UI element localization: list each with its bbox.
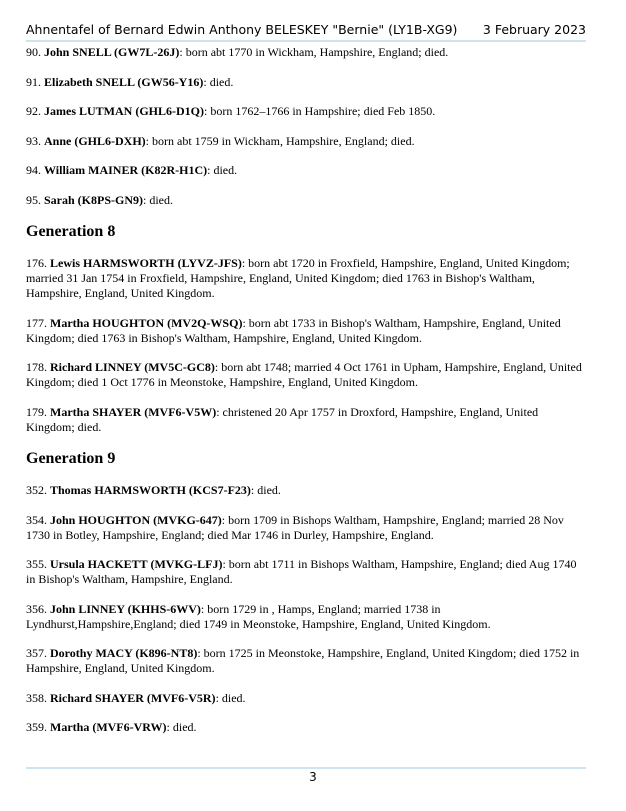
entry-number: 359.	[26, 720, 47, 734]
ancestor-name: William MAINER (K82R-H1C)	[44, 163, 208, 177]
ancestor-entry	[26, 163, 586, 178]
entry-number: 178.	[26, 360, 47, 374]
ancestor-name: John SNELL (GW7L-26J)	[44, 45, 180, 59]
entry-number: 95.	[26, 192, 41, 207]
entry-details: : died.	[215, 690, 246, 705]
ancestor-entry	[26, 316, 586, 346]
ancestor-name: Sarah (K8PS-GN9)	[44, 192, 143, 207]
ancestor-name: Thomas HARMSWORTH (KCS7-F23)	[50, 483, 251, 497]
entry-number: 179.	[26, 404, 47, 419]
entry-number: 176.	[26, 256, 47, 270]
entry-number: 358.	[26, 690, 47, 705]
entry-details: : born abt 1720 in Froxfield, Hampshire, England, United Kingdom; married 31 Jan 1754 in Froxfield, Hampshire, England, United Kingdom; died 1763 in Bishop's Waltham, Hampshire, England, United Kingdom.	[26, 256, 570, 300]
entry-number: 93.	[26, 133, 41, 148]
ancestor-name: Martha SHAYER (MVF6-V5W)	[50, 404, 217, 419]
footer-divider	[26, 767, 586, 769]
entry-number: 352.	[26, 483, 47, 497]
ancestor-entry	[26, 513, 586, 543]
entry-number: 354.	[26, 512, 47, 527]
entry-details: : died.	[207, 163, 238, 177]
ancestor-name: Dorothy MACY (K896-NT8)	[50, 646, 198, 660]
ancestor-entry	[26, 691, 586, 706]
entry-details: : born 1725 in Meonstoke, Hampshire, England, United Kingdom; died 1752 in Hampshire, England, United Kingdom.	[26, 646, 580, 675]
ancestor-entry	[26, 720, 586, 735]
entry-details: : christened 20 Apr 1757 in Droxford, Hampshire, England, United Kingdom; died.	[26, 404, 539, 434]
entry-details: : died.	[166, 720, 197, 734]
ancestor-entry	[26, 557, 586, 587]
ancestor-entry	[26, 75, 586, 90]
ancestor-name: Anne (GHL6-DXH)	[44, 133, 146, 148]
document-date: 3 February 2023	[482, 22, 586, 37]
ancestor-name: Ursula HACKETT (MVKG-LFJ)	[50, 557, 223, 571]
entry-number: 92.	[26, 104, 41, 118]
entry-number: 177.	[26, 315, 47, 330]
ancestor-name: Martha HOUGHTON (MV2Q-WSQ)	[50, 315, 243, 330]
ancestor-name: John HOUGHTON (MVKG-647)	[50, 512, 222, 527]
generation-heading: Generation 9	[26, 450, 116, 467]
ancestor-entry	[26, 360, 586, 390]
entry-details: : born abt 1711 in Bishops Waltham, Hampshire, England; died Aug 1740 in Bishop's Waltham, Hampshire, England.	[26, 557, 577, 586]
entry-details: : born abt 1770 in Wickham, Hampshire, England; died.	[179, 45, 449, 59]
page-number: 3	[309, 770, 317, 784]
ancestor-entry	[26, 256, 586, 301]
document-body	[26, 45, 586, 750]
entry-number: 355.	[26, 557, 47, 571]
ancestor-entry	[26, 405, 586, 435]
entry-details: : born abt 1759 in Wickham, Hampshire, England; died.	[145, 133, 415, 148]
entry-number: 94.	[26, 163, 41, 177]
ancestor-name: Lewis HARMSWORTH (LYVZ-JFS)	[50, 256, 242, 270]
entry-number: 90.	[26, 45, 41, 59]
entry-number: 357.	[26, 646, 47, 660]
entry-details: : died.	[143, 192, 173, 207]
page-header	[26, 20, 586, 42]
entry-number: 91.	[26, 74, 41, 89]
ancestor-entry	[26, 602, 586, 632]
ancestor-entry	[26, 193, 586, 208]
entry-details: : died.	[203, 74, 234, 89]
ancestor-name: James LUTMAN (GHL6-D1Q)	[44, 104, 204, 118]
ancestor-name: Richard LINNEY (MV5C-GC8)	[50, 360, 215, 374]
ancestor-name: Elizabeth SNELL (GW56-Y16)	[44, 74, 204, 89]
ancestor-name: Martha (MVF6-VRW)	[50, 720, 167, 734]
entry-details: : died.	[250, 483, 281, 497]
ancestor-entry	[26, 134, 586, 149]
entry-details: : born abt 1733 in Bishop's Waltham, Hampshire, England, United Kingdom; died 1763 in Bishop's Waltham, Hampshire, England, United Kingdom.	[26, 315, 561, 345]
entry-details: : born 1729 in , Hamps, England; married 1738 in Lyndhurst,Hampshire,England; died 1749 in Meonstoke, Hampshire, England, United Kingdom.	[26, 601, 491, 631]
ancestor-entry	[26, 104, 586, 119]
ancestor-entry	[26, 646, 586, 676]
entry-details: : born abt 1748; married 4 Oct 1761 in Upham, Hampshire, England, United Kingdom; died 1 Oct 1776 in Meonstoke, Hampshire, England, United Kingdom.	[26, 360, 582, 389]
entry-details: : born 1709 in Bishops Waltham, Hampshire, England; married 28 Nov 1730 in Botley, Hampshire, England; died Mar 1746 in Durley, Hampshire, England.	[26, 512, 564, 542]
generation-heading: Generation 8	[26, 223, 116, 240]
ancestor-entry	[26, 45, 586, 60]
entry-details: : born 1762–1766 in Hampshire; died Feb 1850.	[203, 104, 436, 118]
ancestor-entry	[26, 483, 586, 498]
ancestor-name: Richard SHAYER (MVF6-V5R)	[50, 690, 216, 705]
ancestor-name: John LINNEY (KHHS-6WV)	[50, 601, 201, 616]
document-title: Ahnentafel of Bernard Edwin Anthony BELESKEY "Bernie" (LY1B-XG9)	[26, 22, 458, 37]
entry-number: 356.	[26, 601, 47, 616]
